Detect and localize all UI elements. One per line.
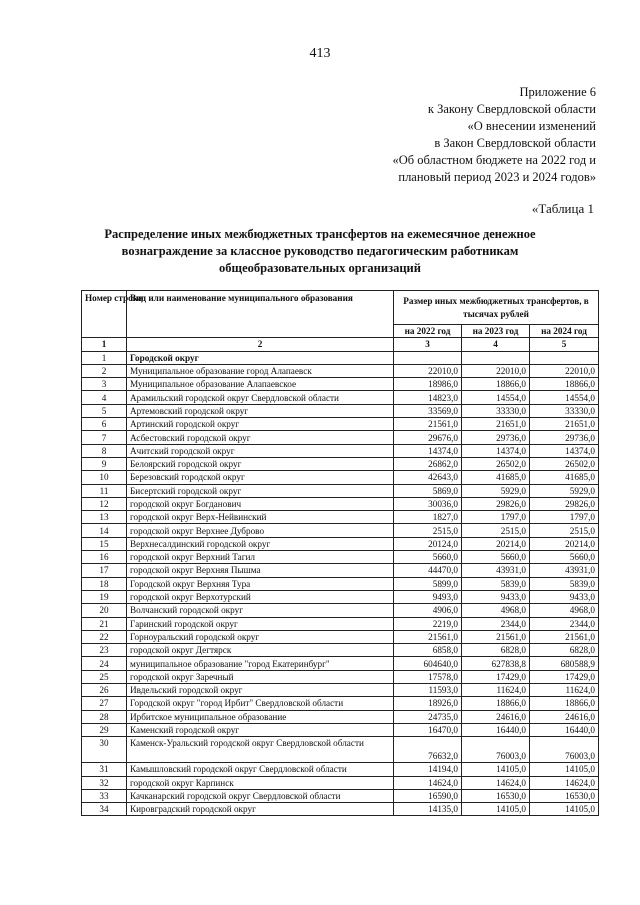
value-2022-cell: 30036,0	[394, 497, 462, 510]
value-2023-cell: 29736,0	[462, 431, 530, 444]
column-index: 5	[530, 338, 599, 351]
value-2022-cell: 14624,0	[394, 776, 462, 789]
row-number-cell: 29	[82, 723, 127, 736]
municipality-name-cell: Артемовский городской округ	[127, 404, 394, 417]
table-row	[82, 577, 599, 590]
value-2024-cell: 24616,0	[530, 710, 599, 723]
table-row	[82, 763, 599, 776]
row-number-cell: 4	[82, 391, 127, 404]
row-number-cell: 16	[82, 551, 127, 564]
table-header	[82, 291, 599, 352]
row-number-cell: 21	[82, 617, 127, 630]
municipality-name-cell: Асбестовский городской округ	[127, 431, 394, 444]
value-2022-cell: 33569,0	[394, 404, 462, 417]
row-number-cell: 18	[82, 577, 127, 590]
table-row	[82, 444, 599, 457]
municipality-name-cell: Муниципальное образование город Алапаевск	[127, 364, 394, 377]
table-row	[82, 737, 599, 763]
municipality-name-cell: Белоярский городской округ	[127, 457, 394, 470]
municipality-name-cell: Качканарский городской округ Свердловской области	[127, 789, 394, 802]
row-number-cell: 20	[82, 604, 127, 617]
row-number-cell: 26	[82, 684, 127, 697]
row-number-cell: 14	[82, 524, 127, 537]
value-2024-cell: 29736,0	[530, 431, 599, 444]
value-2023-cell: 29826,0	[462, 497, 530, 510]
table-row	[82, 524, 599, 537]
table-row	[82, 789, 599, 802]
municipality-name-cell: городской округ Верхнее Дуброво	[127, 524, 394, 537]
municipality-name-cell: городской округ Верхний Тагил	[127, 551, 394, 564]
table-row	[82, 404, 599, 417]
value-2022-cell: 9493,0	[394, 590, 462, 603]
row-number-cell: 22	[82, 630, 127, 643]
municipality-name-cell: Муниципальное образование Алапаевское	[127, 378, 394, 391]
header-size: Размер иных межбюджетных трансфертов, в тысячах рублей	[394, 291, 599, 325]
municipality-name-cell: Камышловский городской округ Свердловской области	[127, 763, 394, 776]
value-2024-cell: 14374,0	[530, 444, 599, 457]
value-2023-cell: 43931,0	[462, 564, 530, 577]
row-number-cell: 5	[82, 404, 127, 417]
row-number-cell: 23	[82, 644, 127, 657]
municipality-name-cell: Каменский городской округ	[127, 723, 394, 736]
table-row	[82, 776, 599, 789]
municipality-name-cell: Городской округ	[127, 351, 394, 364]
value-2024-cell: 11624,0	[530, 684, 599, 697]
municipality-name-cell: Артинский городской округ	[127, 418, 394, 431]
value-2024-cell: 41685,0	[530, 471, 599, 484]
value-2024-cell: 22010,0	[530, 364, 599, 377]
value-2024-cell: 1797,0	[530, 511, 599, 524]
table-row	[82, 617, 599, 630]
appendix-line: в Закон Свердловской области	[434, 136, 596, 150]
value-2023-cell: 5839,0	[462, 577, 530, 590]
municipality-name-cell: Городской округ "город Ирбит" Свердловской области	[127, 697, 394, 710]
row-number-cell: 13	[82, 511, 127, 524]
table-row	[82, 657, 599, 670]
column-index-row	[82, 338, 599, 351]
table-row	[82, 537, 599, 550]
column-index: 3	[394, 338, 462, 351]
page-number: 413	[309, 46, 331, 61]
value-2023-cell: 14374,0	[462, 444, 530, 457]
value-2022-cell: 17578,0	[394, 670, 462, 683]
value-2024-cell: 43931,0	[530, 564, 599, 577]
municipality-name-cell: Верхнесалдинский городской округ	[127, 537, 394, 550]
row-number-cell: 25	[82, 670, 127, 683]
row-number-cell: 15	[82, 537, 127, 550]
table-row	[82, 684, 599, 697]
value-2022-cell: 26862,0	[394, 457, 462, 470]
header-year-2024: на 2024 год	[530, 325, 599, 338]
table-row	[82, 418, 599, 431]
municipality-name-cell: Горноуральский городской округ	[127, 630, 394, 643]
value-2022-cell: 18926,0	[394, 697, 462, 710]
value-2022-cell: 18986,0	[394, 378, 462, 391]
value-2022-cell: 76632,0	[394, 737, 462, 763]
municipality-name-cell: Ирбитское муниципальное образование	[127, 710, 394, 723]
value-2022-cell: 14135,0	[394, 803, 462, 816]
municipality-name-cell: городской округ Карпинск	[127, 776, 394, 789]
value-2024-cell: 17429,0	[530, 670, 599, 683]
value-2023-cell: 24616,0	[462, 710, 530, 723]
header-name: Вид или наименование муниципального образования	[127, 291, 394, 338]
value-2024-cell: 6828,0	[530, 644, 599, 657]
value-2024-cell: 680588,9	[530, 657, 599, 670]
value-2024-cell	[530, 351, 599, 364]
appendix-block	[392, 84, 596, 186]
value-2022-cell: 21561,0	[394, 418, 462, 431]
appendix-line: «Об областном бюджете на 2022 год и	[392, 153, 596, 167]
value-2024-cell: 5660,0	[530, 551, 599, 564]
row-number-cell: 8	[82, 444, 127, 457]
value-2022-cell	[394, 351, 462, 364]
value-2024-cell: 5929,0	[530, 484, 599, 497]
table-row	[82, 670, 599, 683]
header-year-2022: на 2022 год	[394, 325, 462, 338]
municipality-name-cell: городской округ Дегтярск	[127, 644, 394, 657]
value-2023-cell: 76003,0	[462, 737, 530, 763]
transfers-table	[81, 290, 599, 816]
row-number-cell: 28	[82, 710, 127, 723]
value-2022-cell: 21561,0	[394, 630, 462, 643]
value-2024-cell: 2515,0	[530, 524, 599, 537]
value-2022-cell: 2219,0	[394, 617, 462, 630]
value-2023-cell: 18866,0	[462, 697, 530, 710]
table-row	[82, 710, 599, 723]
value-2024-cell: 20214,0	[530, 537, 599, 550]
value-2022-cell: 6858,0	[394, 644, 462, 657]
row-number-cell: 31	[82, 763, 127, 776]
value-2022-cell: 5899,0	[394, 577, 462, 590]
value-2024-cell: 18866,0	[530, 697, 599, 710]
row-number-cell: 30	[82, 737, 127, 763]
value-2023-cell: 5660,0	[462, 551, 530, 564]
value-2024-cell: 33330,0	[530, 404, 599, 417]
value-2024-cell: 21651,0	[530, 418, 599, 431]
value-2023-cell: 41685,0	[462, 471, 530, 484]
municipality-name-cell: Березовский городской округ	[127, 471, 394, 484]
value-2022-cell: 11593,0	[394, 684, 462, 697]
value-2022-cell: 16590,0	[394, 789, 462, 802]
value-2022-cell: 42643,0	[394, 471, 462, 484]
row-number-cell: 10	[82, 471, 127, 484]
value-2023-cell: 11624,0	[462, 684, 530, 697]
value-2024-cell: 14624,0	[530, 776, 599, 789]
table-row	[82, 351, 599, 364]
header-year-2023: на 2023 год	[462, 325, 530, 338]
value-2022-cell: 4906,0	[394, 604, 462, 617]
table-row	[82, 697, 599, 710]
table-row	[82, 644, 599, 657]
value-2024-cell: 9433,0	[530, 590, 599, 603]
value-2024-cell: 29826,0	[530, 497, 599, 510]
value-2023-cell: 14624,0	[462, 776, 530, 789]
value-2022-cell: 44470,0	[394, 564, 462, 577]
value-2023-cell: 627838,8	[462, 657, 530, 670]
appendix-line: к Закону Свердловской области	[427, 102, 596, 116]
value-2024-cell: 18866,0	[530, 378, 599, 391]
value-2024-cell: 21561,0	[530, 630, 599, 643]
table-row	[82, 497, 599, 510]
row-number-cell: 2	[82, 364, 127, 377]
municipality-name-cell: городской округ Богданович	[127, 497, 394, 510]
appendix-line: плановый период 2023 и 2024 годов»	[398, 170, 596, 184]
value-2023-cell: 26502,0	[462, 457, 530, 470]
table-row	[82, 564, 599, 577]
row-number-cell: 32	[82, 776, 127, 789]
table-row	[82, 378, 599, 391]
value-2022-cell: 5869,0	[394, 484, 462, 497]
municipality-name-cell: Городской округ Верхняя Тура	[127, 577, 394, 590]
appendix-line: Приложение 6	[519, 85, 596, 99]
row-number-cell: 9	[82, 457, 127, 470]
row-number-cell: 19	[82, 590, 127, 603]
value-2022-cell: 24735,0	[394, 710, 462, 723]
value-2023-cell: 14105,0	[462, 763, 530, 776]
value-2024-cell: 14554,0	[530, 391, 599, 404]
value-2023-cell: 1797,0	[462, 511, 530, 524]
row-number-cell: 17	[82, 564, 127, 577]
table-row	[82, 511, 599, 524]
value-2022-cell: 22010,0	[394, 364, 462, 377]
column-index: 4	[462, 338, 530, 351]
document-title: Распределение иных межбюджетных трансфертов на ежемесячное денежное вознаграждение за классное руководство педагогическим работникам общеобразовательных организаций	[104, 227, 536, 275]
value-2023-cell: 16530,0	[462, 789, 530, 802]
table-row	[82, 431, 599, 444]
value-2023-cell: 22010,0	[462, 364, 530, 377]
value-2023-cell: 21651,0	[462, 418, 530, 431]
table-row	[82, 723, 599, 736]
municipality-name-cell: городской округ Заречный	[127, 670, 394, 683]
value-2022-cell: 5660,0	[394, 551, 462, 564]
value-2024-cell: 14105,0	[530, 803, 599, 816]
municipality-name-cell: Волчанский городской округ	[127, 604, 394, 617]
value-2024-cell: 5839,0	[530, 577, 599, 590]
row-number-cell: 34	[82, 803, 127, 816]
value-2023-cell: 4968,0	[462, 604, 530, 617]
value-2022-cell: 14823,0	[394, 391, 462, 404]
value-2023-cell: 21561,0	[462, 630, 530, 643]
row-number-cell: 7	[82, 431, 127, 444]
table-row	[82, 471, 599, 484]
value-2023-cell: 18866,0	[462, 378, 530, 391]
value-2024-cell: 16440,0	[530, 723, 599, 736]
value-2023-cell	[462, 351, 530, 364]
value-2023-cell: 14554,0	[462, 391, 530, 404]
value-2022-cell: 20124,0	[394, 537, 462, 550]
row-number-cell: 3	[82, 378, 127, 391]
value-2023-cell: 2344,0	[462, 617, 530, 630]
municipality-name-cell: Кировградский городской округ	[127, 803, 394, 816]
table-row	[82, 551, 599, 564]
value-2023-cell: 17429,0	[462, 670, 530, 683]
row-number-cell: 12	[82, 497, 127, 510]
value-2022-cell: 14194,0	[394, 763, 462, 776]
row-number-cell: 27	[82, 697, 127, 710]
value-2022-cell: 2515,0	[394, 524, 462, 537]
municipality-name-cell: Бисертский городской округ	[127, 484, 394, 497]
value-2023-cell: 2515,0	[462, 524, 530, 537]
table-row	[82, 590, 599, 603]
row-number-cell: 1	[82, 351, 127, 364]
municipality-name-cell: Ачитский городской округ	[127, 444, 394, 457]
column-index: 1	[82, 338, 127, 351]
value-2023-cell: 16440,0	[462, 723, 530, 736]
value-2024-cell: 2344,0	[530, 617, 599, 630]
column-index: 2	[127, 338, 394, 351]
table-row	[82, 630, 599, 643]
row-number-cell: 33	[82, 789, 127, 802]
value-2022-cell: 29676,0	[394, 431, 462, 444]
municipality-name-cell: городской округ Верхотурский	[127, 590, 394, 603]
municipality-name-cell: муниципальное образование "город Екатеринбург"	[127, 657, 394, 670]
row-number-cell: 6	[82, 418, 127, 431]
value-2024-cell: 4968,0	[530, 604, 599, 617]
value-2022-cell: 1827,0	[394, 511, 462, 524]
value-2022-cell: 16470,0	[394, 723, 462, 736]
value-2022-cell: 604640,0	[394, 657, 462, 670]
appendix-line: «О внесении изменений	[467, 119, 596, 133]
row-number-cell: 24	[82, 657, 127, 670]
municipality-name-cell: Каменск-Уральский городской округ Свердловской области	[127, 737, 394, 763]
municipality-name-cell: Арамильский городской округ Свердловской области	[127, 391, 394, 404]
table-row	[82, 457, 599, 470]
value-2022-cell: 14374,0	[394, 444, 462, 457]
value-2024-cell: 26502,0	[530, 457, 599, 470]
municipality-name-cell: городской округ Верх-Нейвинский	[127, 511, 394, 524]
header-row-number: Номер строки	[82, 291, 127, 338]
value-2023-cell: 5929,0	[462, 484, 530, 497]
row-number-cell: 11	[82, 484, 127, 497]
table-row	[82, 364, 599, 377]
municipality-name-cell: Ивдельский городской округ	[127, 684, 394, 697]
value-2024-cell: 14105,0	[530, 763, 599, 776]
value-2024-cell: 76003,0	[530, 737, 599, 763]
municipality-name-cell: городской округ Верхняя Пышма	[127, 564, 394, 577]
table-row	[82, 604, 599, 617]
table-row	[82, 391, 599, 404]
value-2023-cell: 33330,0	[462, 404, 530, 417]
value-2023-cell: 9433,0	[462, 590, 530, 603]
value-2024-cell: 16530,0	[530, 789, 599, 802]
table-body	[82, 351, 599, 816]
value-2023-cell: 14105,0	[462, 803, 530, 816]
table-row	[82, 484, 599, 497]
table-row	[82, 803, 599, 816]
municipality-name-cell: Гаринский городской округ	[127, 617, 394, 630]
table-label: «Таблица 1	[531, 201, 594, 216]
value-2023-cell: 20214,0	[462, 537, 530, 550]
value-2023-cell: 6828,0	[462, 644, 530, 657]
